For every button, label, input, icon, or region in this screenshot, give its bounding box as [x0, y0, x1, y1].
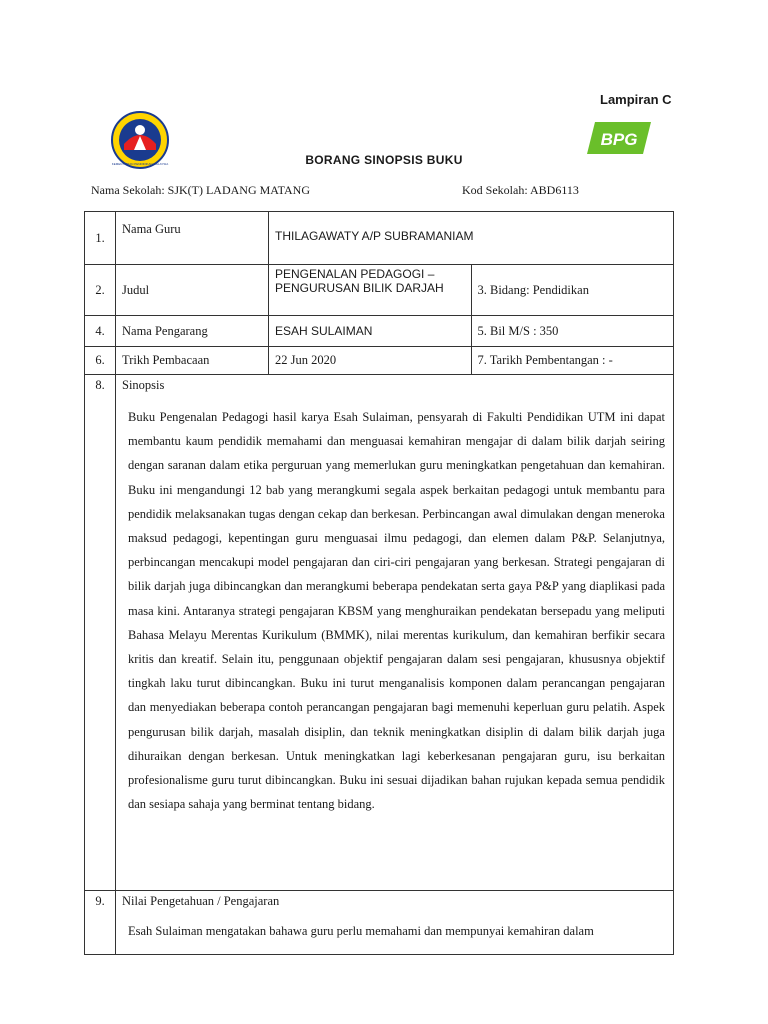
field-tarikh-pembentangan: 7. Tarikh Pembentangan : -	[471, 347, 674, 375]
synopsis-text: Buku Pengenalan Pedagogi hasil karya Esah Sulaiman, pensyarah di Fakulti Pendidikan UTM ini dapat membantu kaum pendidik memahami dan menguasai kemahiran mengajar di dalam bilik darjah seiring dengan saranan dalam etika perguruan yang memerlukan guru meningkatkan pengetahuan dan kemahiran. Buku ini mengandungi 12 bab yang merangkumi segala aspek berkaitan pedagogi untuk membantu para pendidik melaksanakan tugas dengan cekap dan berkesan. Perbincangan awal dimulakan dengan meneroka maksud pedagogi, kepentingan guru menguasai ilmu pedagogi, dan elemen dalam P&P. Selanjutnya, perbincangan mencakupi model pengajaran dan ciri-ciri pengajaran yang berkesan. Strategi pengajaran di bilik darjah juga dibincangkan dan merangkumi beberapa pendekatan serta gaya P&P yang diaplikasi pada masa kini. Antaranya strategi pengajaran KBSM yang menghuraikan pendekatan bersepadu yang meliputi Bahasa Melayu Merentas Kurikulum (BMMK), nilai merentas kurikulum, dan kemahiran berfikir secara kritis dan kreatif. Selain itu, penggunaan objektif pengajaran dalam sesi pengajaran, khususnya objektif tingkah laku turut dibincangkan. Buku ini turut menganalisis komponen dalam perancangan pengajaran dan menyediakan beberapa contoh perancangan pengajaran bagi memenuhi keperluan guru pelatih. Aspek pengurusan bilik darjah, masalah disiplin, dan teknik meningkatkan disiplin di dalam bilik darjah juga dihuraikan dengan berkesan. Untuk meningkatkan lagi keberkesanan pengajaran guru, isu berkaitan profesionalisme guru turut dibincangkan. Buku ini sesuai dijadikan bahan rujukan kepada semua pendidik dan sesiapa sahaja yang berminat tentang bidang.	[128, 410, 665, 812]
field-label: Trikh Pembacaan	[116, 347, 269, 375]
row-nama-guru	[85, 212, 674, 265]
lampiran-label: Lampiran C	[600, 92, 672, 107]
row-judul	[85, 265, 674, 316]
value-label: Nilai Pengetahuan / Pengajaran	[122, 894, 280, 908]
value-cell	[116, 891, 674, 955]
author-name: ESAH SULAIMAN	[269, 316, 472, 347]
synopsis-form-table	[84, 211, 674, 955]
field-label: Nama Guru	[116, 212, 269, 265]
field-bidang: 3. Bidang: Pendidikan	[471, 265, 674, 316]
row-pengarang	[85, 316, 674, 347]
school-name: Nama Sekolah: SJK(T) LADANG MATANG	[91, 183, 311, 197]
row-number: 2.	[85, 265, 116, 316]
row-nilai	[85, 891, 674, 955]
synopsis-cell	[116, 375, 674, 891]
svg-text:KEMENTERIAN PENDIDIKAN MALAYSI: KEMENTERIAN PENDIDIKAN MALAYSIA	[111, 162, 169, 166]
row-number: 9.	[85, 891, 116, 955]
svg-text:BPG: BPG	[600, 130, 638, 149]
synopsis-label: Sinopsis	[122, 378, 165, 392]
row-tarikh	[85, 347, 674, 375]
school-code: Kod Sekolah: ABD6113	[462, 183, 579, 197]
bpg-logo	[585, 120, 653, 156]
row-number: 1.	[85, 212, 116, 265]
row-sinopsis	[85, 375, 674, 891]
field-bil-ms: 5. Bil M/S : 350	[471, 316, 674, 347]
reading-date: 22 Jun 2020	[269, 347, 472, 375]
row-number: 6.	[85, 347, 116, 375]
teacher-name: THILAGAWATY A/P SUBRAMANIAM	[269, 212, 674, 265]
field-label: Nama Pengarang	[116, 316, 269, 347]
row-number: 4.	[85, 316, 116, 347]
school-info	[91, 183, 676, 198]
row-number: 8.	[85, 375, 116, 891]
book-title: PENGENALAN PEDAGOGI – PENGURUSAN BILIK DARJAH	[269, 265, 472, 316]
field-label: Judul	[116, 265, 269, 316]
form-title: BORANG SINOPSIS BUKU	[305, 153, 463, 167]
value-text: Esah Sulaiman mengatakan bahawa guru perlu memahami dan mempunyai kemahiran dalam	[128, 924, 594, 938]
